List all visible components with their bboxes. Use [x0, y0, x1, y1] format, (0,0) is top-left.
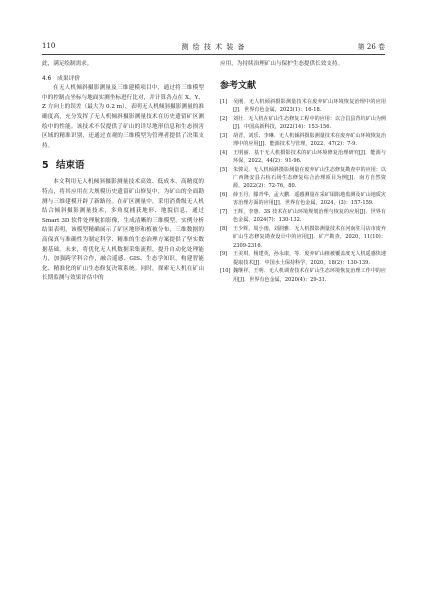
header-rule [42, 54, 385, 55]
section-number: 5 [42, 160, 49, 172]
reference-item: [9] 王美琪，杨建英，孙永康，等．废弃矿山植被覆盖度无人机遥感快速提取技术[J]．中国水土保持科学，2020，18(2)：130-139. [220, 251, 386, 266]
section-heading [42, 159, 204, 172]
paragraph-continued: 应用，为持续治理矿山与保护生态提供长效支持。 [220, 61, 344, 67]
reference-item: [8] 王少辉，周小雨，刘润雅．无人机摄影测量技术在河南驻马店市废弃矿山生态修复勘查设计中的应用[J]．矿产勘查，2020，11(10)：2309-2316. [220, 226, 386, 249]
reference-item: [10] 魏继祥，王明．无人机调查技术在矿山生态环境恢复治理工作中的应用[J]．世界有色金属，2020(4)：29-31. [220, 268, 386, 283]
reference-item: [1] 吴刚．无人机倾斜摄影测量技术在废弃矿山环境恢复治理中的应用[J]．世界有色金属，2023(1)：16-18. [220, 98, 386, 113]
journal-title: 测 绘 技 术 装 备 [181, 43, 246, 51]
subsection-title: 4.6 成果评价 [42, 75, 81, 82]
reference-item: [3] 胡晋，刘乐，李琳．无人机倾斜摄影测量技术在废弃矿山环境恢复治理中的应用[J]．能源技术与管理，2022，47(2)：7-9. [220, 132, 386, 147]
reference-list [220, 98, 386, 285]
right-column [220, 60, 386, 284]
left-column [42, 60, 204, 284]
running-header [42, 40, 385, 54]
reference-item: [6] 薛玉丹，滕青华，孟大鹏．遥感测量在采矿塌陷地监测及矿山地质灾害治理方面的应用[J]．世界有色金属，2024，(3)：157-159. [220, 192, 386, 207]
reference-item: [2] 刘壮．无人机在矿山生态修复工程中的应用：以合昌县背坑矿山为例[J]．中国高新科技，2022(14)：153-156. [220, 115, 386, 130]
paragraph-conclusion: 本文利用无人机倾斜摄影测量技术高效、低成本、高精度的特点，将其应用在大规模历史遗留矿山修复中，为矿山的全面勘测与三维建模开辟了新路径。在矿区测量中，采用消费级无人机结合倾斜摄影测量技术，多角度捕获地形、地貌信息，通过 Smart 3D 软件处理航拍影像，生成清晰的三维模型。实例分析结果表明，该模型精确展示了矿区地形和植被分布，三维数据的高保真与准确性为制定科学、精准的生态治理方案提供了坚实数据基础。未来，将优化无人机数据采集流程，提升自动化处理能力，加强跨学科合作，融合遥感、GIS、生态学知识，构建智能化、精准化的矿山生态修复决策系统。同时，探索无人机在矿山长期监测与效果评估中的 [42, 179, 204, 282]
section-title: 结束语 [56, 160, 85, 172]
page-number: 110 [42, 42, 56, 50]
volume-label: 第 26 卷 [357, 43, 385, 51]
reference-item: [5] 朱骏灵．无人机倾斜摄影测量在废弃矿山生态修复勘查中的应用：以广西隆安县古杭石场生态修复综合治理项目为例[J]．南方自然资源，2022(2)：72-76，80. [220, 166, 386, 190]
reference-item: [7] 王辉，李惠．3S 技术在矿山环境规划治理与恢复的应用[J]．世界有色金属，2024(7)：130-132. [220, 209, 386, 224]
paragraph-top: 此，满足绘制需求。 [42, 61, 93, 67]
references-heading: 参考文献 [220, 80, 257, 91]
paragraph-evaluation: 在无人机倾斜摄影测量及三维建模项目中，通过将三维模型中的控制点坐标与地面实测坐标进行比对，并计算各点在 X、Y、Z 方向上的误差（最大为 0.2 m），表明无人机倾斜摄影测量的准确度高，充分发挥了无人机倾斜摄影测量技术在历史遗留矿区测绘中的性能。该技术不仅提供了矿山的详尽地形信息和生态损害区域的精准识别，还通过直观的三维模型为管理者提供了决策支持。 [42, 85, 204, 149]
reference-item: [4] 王明丽．基于无人机摄影技术的矿山环境修复治理研究[J]．能源与环保，2022，44(2)：91-96. [220, 149, 386, 164]
